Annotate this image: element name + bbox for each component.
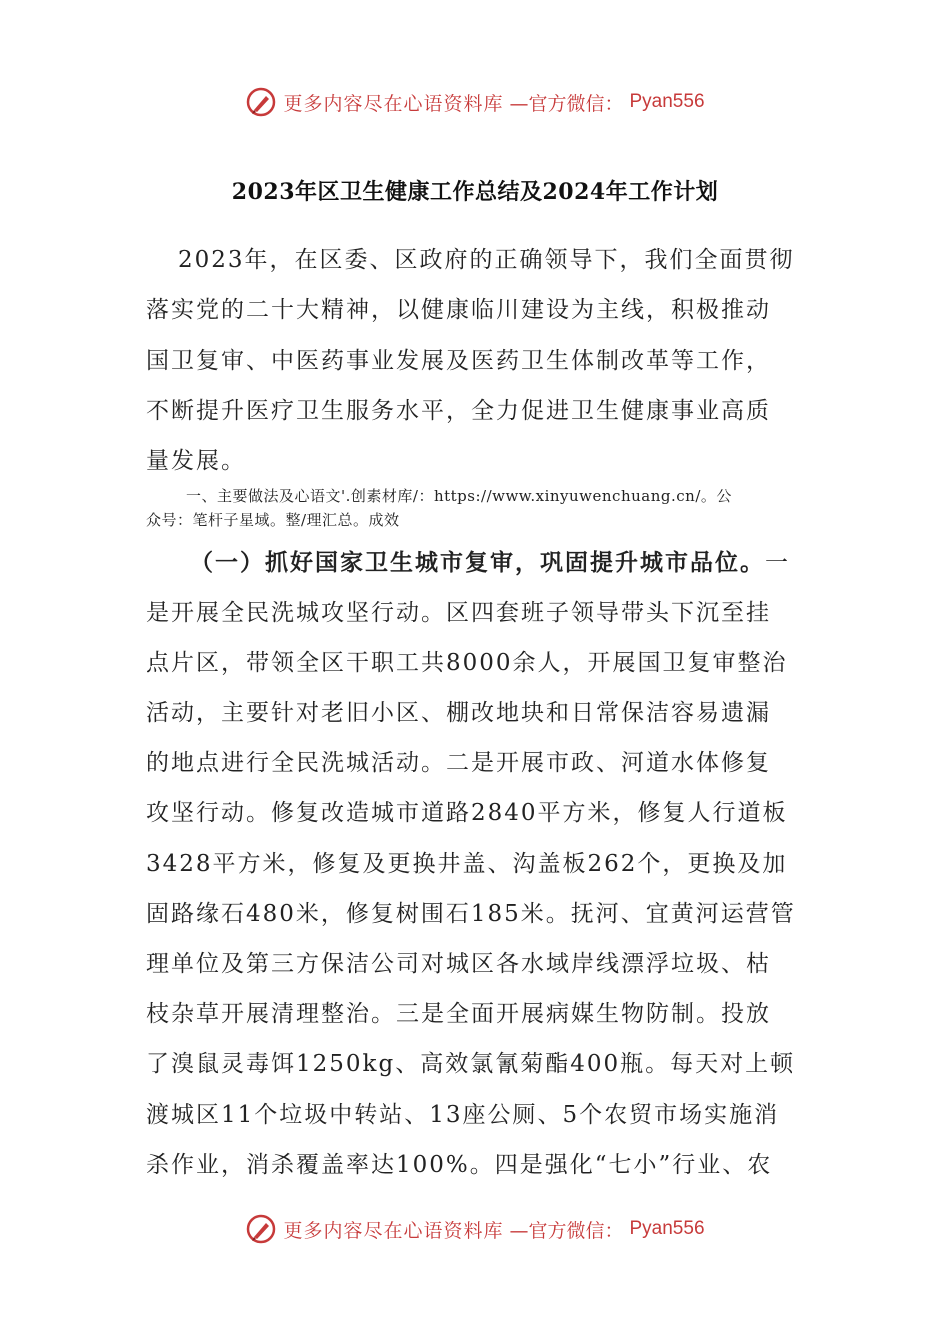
subsection-heading: （一）抓好国家卫生城市复审，巩固提升城市品位。 (190, 549, 765, 576)
intro-line: 不断提升医疗卫生服务水平，全力促进卫生健康事业高质 (146, 398, 771, 424)
banner-wechat-id: Pyan556 (629, 1218, 705, 1239)
intro-line: 量发展。 (146, 448, 246, 474)
intro-line: 落实党的二十大精神，以健康临川建设为主线，积极推动 (146, 297, 771, 323)
body-line: 了溴鼠灵毒饵1250kg、高效氯氰菊酯400瓶。每天对上顿 (146, 1051, 796, 1077)
pen-logo-icon (245, 1213, 277, 1245)
body-line: 渡城区11个垃圾中转站、13座公厕、5个农贸市场实施消 (146, 1102, 780, 1128)
intro-line: 2023年，在区委、区政府的正确领导下，我们全面贯彻 (178, 247, 795, 273)
banner-text: 更多内容尽在心语资料库 (283, 92, 504, 115)
subsection-first-line-tail: 一 (765, 550, 790, 576)
banner-text: 更多内容尽在心语资料库 (283, 1219, 504, 1242)
header-banner (0, 82, 950, 122)
banner-wechat-id: Pyan556 (629, 91, 705, 112)
footer-banner (0, 1209, 950, 1249)
body-line: 点片区，带领全区干职工共8000余人，开展国卫复审整治 (146, 650, 788, 676)
body-line: 杀作业，消杀覆盖率达100%。四是强化“七小”行业、农 (146, 1152, 773, 1178)
body-line: 固路缘石480米，修复树围石185米。抚河、宜黄河运营管 (146, 901, 796, 927)
banner-separator: —官方微信： (509, 92, 624, 115)
body-line: 是开展全民洗城攻坚行动。区四套班子领导带头下沉至挂 (146, 600, 771, 626)
pen-logo-icon (245, 86, 277, 118)
section-heading-line: 众号：笔杆子星域。整/理汇总。成效 (146, 511, 400, 529)
subsection-first-line (190, 544, 790, 577)
intro-line: 国卫复审、中医药事业发展及医药卫生体制改革等工作， (146, 348, 771, 374)
body-line: 理单位及第三方保洁公司对城区各水域岸线漂浮垃圾、枯 (146, 951, 771, 977)
body-line: 枝杂草开展清理整治。三是全面开展病媒生物防制。投放 (146, 1001, 771, 1027)
body-line: 的地点进行全民洗城活动。二是开展市政、河道水体修复 (146, 750, 771, 776)
document-title: 2023年区卫生健康工作总结及2024年工作计划 (231, 179, 719, 205)
section-heading-line: 一、主要做法及心语文'.创素材库/：https://www.xinyuwenchuang.cn/。公 (186, 487, 732, 505)
body-line: 3428平方米，修复及更换井盖、沟盖板262个，更换及加 (146, 851, 788, 877)
body-line: 活动，主要针对老旧小区、棚改地块和日常保洁容易遗漏 (146, 700, 771, 726)
banner-separator: —官方微信： (509, 1219, 624, 1242)
body-line: 攻坚行动。修复改造城市道路2840平方米，修复人行道板 (146, 800, 788, 826)
